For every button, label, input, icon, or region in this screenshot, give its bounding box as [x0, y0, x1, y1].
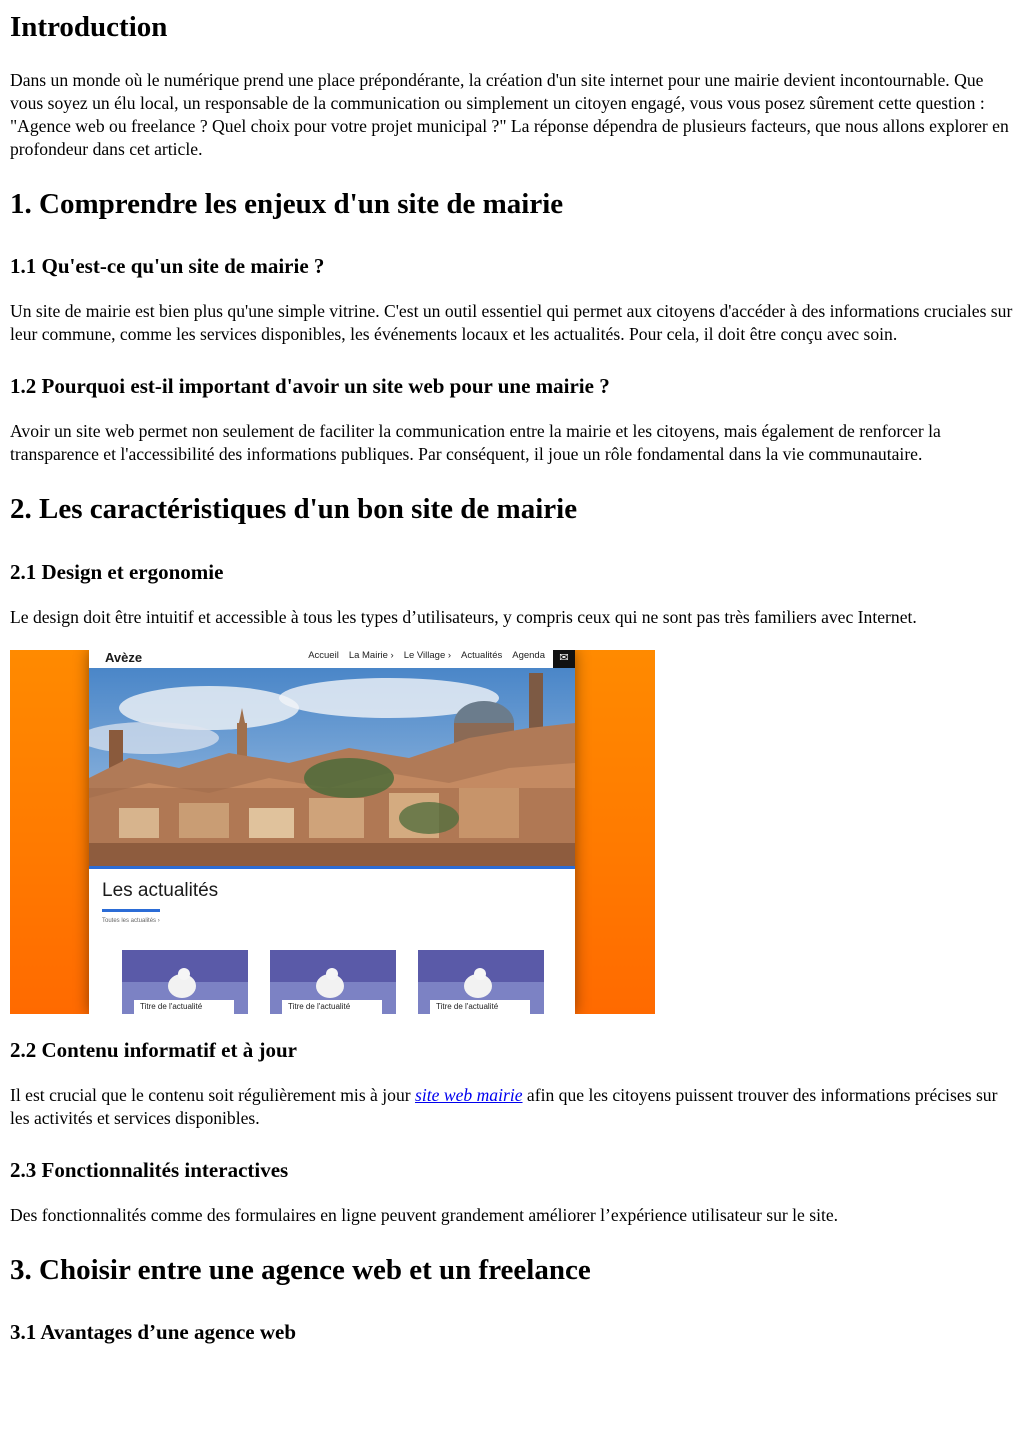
heading-section-3-1: 3.1 Avantages d’une agence web — [10, 1320, 297, 1344]
mockup-card-title: Titre de l'actualité — [134, 1000, 234, 1014]
village-photo — [89, 668, 575, 868]
website-mockup — [89, 650, 575, 1014]
mockup-header — [89, 650, 575, 668]
paragraph-introduction: Dans un monde où le numérique prend une place prépondérante, la création d'un site internet pour une mairie devient incontournable. Que vous soyez un élu local, un responsable de la communication ou simplement un citoyen engagé, vous vous posez sûrement cette question : "Agence web ou freelance ? Quel choix pour votre projet municipal ?" La réponse dépendra de plusieurs facteurs, que nous allons explorer en profondeur dans cet article. — [10, 70, 1009, 159]
article — [0, 10, 1024, 1345]
mockup-news-card — [418, 950, 544, 1014]
paragraph-section-2-3: Des fonctionnalités comme des formulaires en ligne peuvent grandement améliorer l’expérience utilisateur sur le site. — [10, 1205, 839, 1225]
mockup-news-card — [270, 950, 396, 1014]
mockup-news-card — [122, 950, 248, 1014]
mail-icon: ✉ — [553, 650, 575, 668]
paragraph-section-1-2: Avoir un site web permet non seulement de faciliter la communication entre la mairie et les citoyens, mais également de renforcer la transparence et l'accessibilité des informations publiques. Par conséquent, il joue un rôle fondamental dans la vie communautaire. — [10, 421, 941, 464]
mockup-nav-item: Accueil — [308, 650, 339, 661]
mockup-nav-item: Le Village › — [403, 650, 452, 661]
mockup-site-name: Avèze — [105, 650, 143, 665]
mockup-card-title: Titre de l'actualité — [282, 1000, 382, 1014]
website-screenshot-image — [10, 650, 655, 1014]
mockup-nav-item: Actualités — [461, 650, 503, 661]
village-photo-drawing — [89, 668, 575, 868]
paragraph-text: Il est crucial que le contenu soit régulièrement mis à jour — [10, 1085, 416, 1105]
heading-section-2-2: 2.2 Contenu informatif et à jour — [10, 1038, 297, 1062]
paragraph-text: afin que les citoyens puissent trouver des informations précises sur les activités et services disponibles. — [10, 1085, 998, 1128]
mockup-nav — [308, 650, 545, 661]
paragraph-section-1-1: Un site de mairie est bien plus qu'une simple vitrine. C'est un outil essentiel qui permet aux citoyens d'accéder à des informations cruciales sur leur commune, comme les services disponibles, les événements locaux et les actualités. Pour cela, il doit être conçu avec soin. — [10, 301, 1013, 344]
mockup-section-link: Toutes les actualités › — [102, 918, 160, 924]
paragraph-section-2-2 — [10, 1084, 1014, 1130]
mockup-nav-item: Agenda — [512, 650, 545, 661]
heading-section-2: 2. Les caractéristiques d'un bon site de mairie — [10, 493, 578, 525]
mockup-card-title: Titre de l'actualité — [430, 1000, 530, 1014]
heading-section-2-1: 2.1 Design et ergonomie — [10, 560, 224, 584]
heading-section-1-1: 1.1 Qu'est-ce qu'un site de mairie ? — [10, 254, 325, 278]
heading-section-2-3: 2.3 Fonctionnalités interactives — [10, 1158, 289, 1182]
mockup-nav-item: La Mairie › — [348, 650, 394, 661]
site-web-mairie-link[interactable]: site web mairie — [415, 1085, 523, 1105]
heading-section-1: 1. Comprendre les enjeux d'un site de mairie — [10, 188, 564, 220]
heading-section-3: 3. Choisir entre une agence web et un freelance — [10, 1254, 591, 1286]
paragraph-section-2-1: Le design doit être intuitif et accessible à tous les types d’utilisateurs, y compris ceux qui ne sont pas très familiers avec Internet. — [10, 607, 917, 627]
heading-section-1-2: 1.2 Pourquoi est-il important d'avoir un site web pour une mairie ? — [10, 374, 610, 398]
mockup-title-underline — [102, 909, 160, 912]
mockup-section-title: Les actualités — [102, 880, 219, 901]
mockup-divider — [89, 866, 575, 869]
heading-introduction: Introduction — [10, 11, 168, 43]
